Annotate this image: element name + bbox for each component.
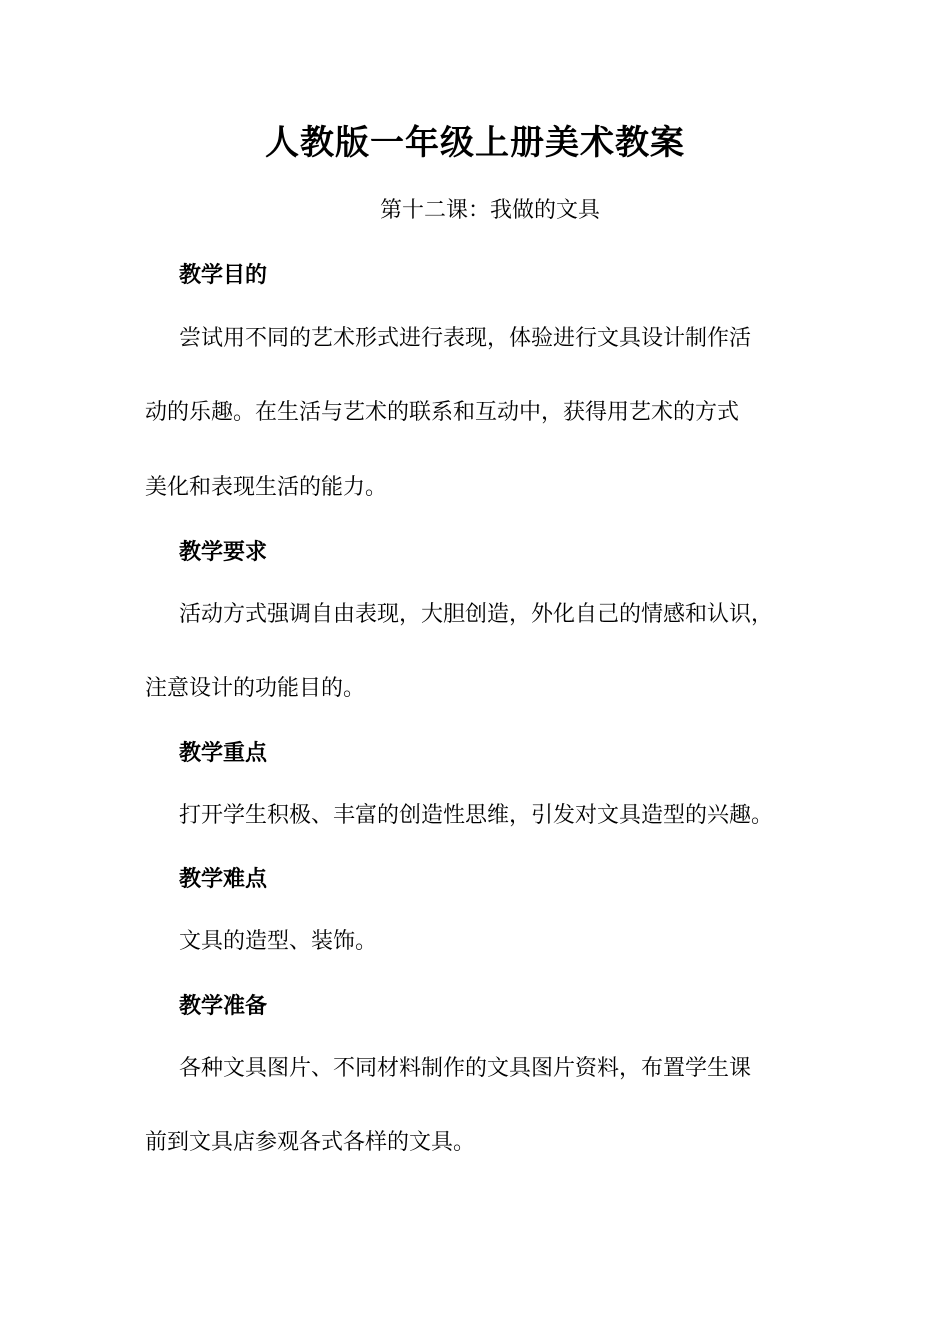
- section-heading-teaching-preparation: 教学准备: [179, 993, 268, 1019]
- paragraph-line: 前到文具店参观各式各样的文具。: [145, 1130, 476, 1155]
- section-heading-teaching-requirements: 教学要求: [179, 539, 268, 565]
- paragraph-line: 注意设计的功能目的。: [145, 676, 366, 701]
- paragraph-line: 活动方式强调自由表现，大胆创造，外化自己的情感和认识，: [179, 602, 774, 627]
- lesson-subtitle: 第十二课：我做的文具: [379, 198, 600, 223]
- paragraph-line: 动的乐趣。在生活与艺术的联系和互动中，获得用艺术的方式: [145, 400, 740, 425]
- paragraph-line: 打开学生积极、丰富的创造性思维，引发对文具造型的兴趣。: [179, 803, 774, 828]
- section-heading-teaching-difficulty: 教学难点: [179, 866, 268, 892]
- paragraph-line: 美化和表现生活的能力。: [145, 475, 388, 500]
- paragraph-line: 文具的造型、装饰。: [179, 929, 378, 954]
- section-heading-teaching-purpose: 教学目的: [179, 262, 268, 288]
- document-title: 人教版一年级上册美术教案: [265, 123, 685, 163]
- paragraph-line: 各种文具图片、不同材料制作的文具图片资料，布置学生课: [179, 1056, 752, 1081]
- paragraph-line: 尝试用不同的艺术形式进行表现，体验进行文具设计制作活: [179, 326, 752, 351]
- section-heading-teaching-focus: 教学重点: [179, 740, 268, 766]
